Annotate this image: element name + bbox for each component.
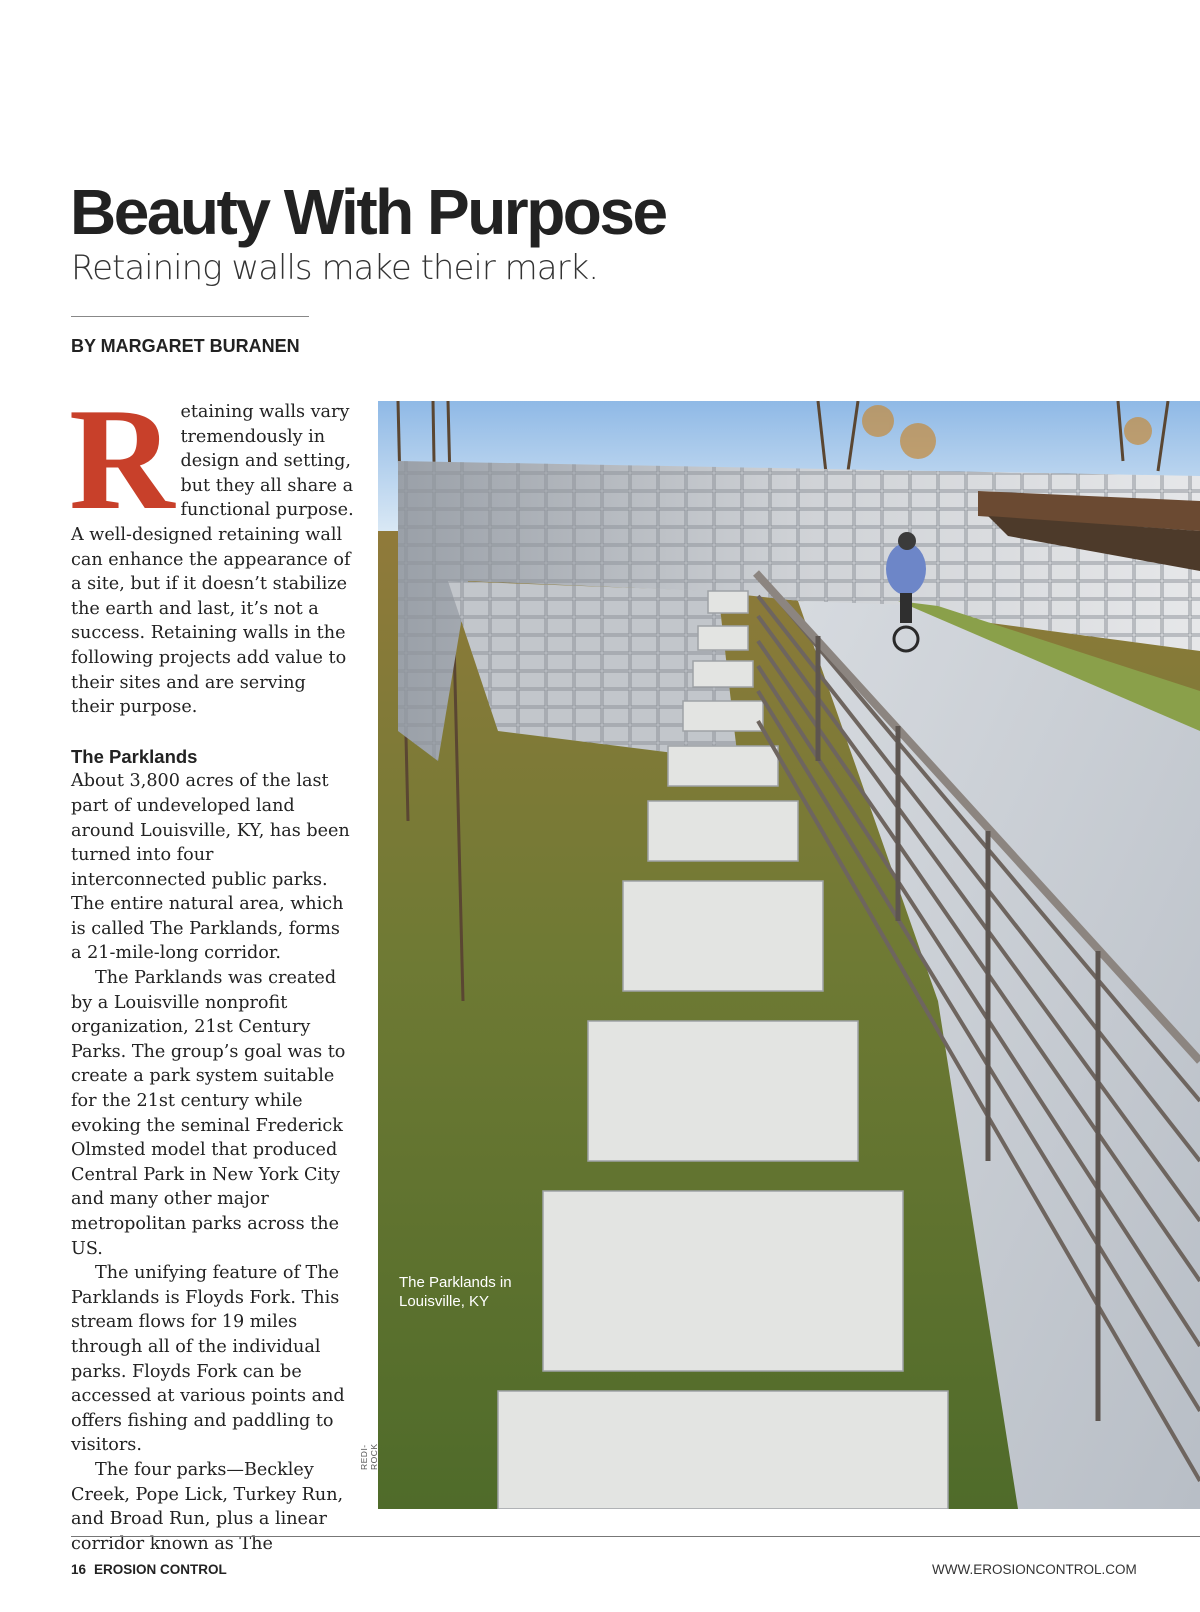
article-title: Beauty With Purpose [70, 176, 666, 248]
photo-illustration [378, 401, 1200, 1509]
intro-text: etaining walls vary tremendously in design and setting, but they all share a functional purpose. A well-designed retaining wall can enhance the appearance of a site, but if it doesn’t stabilize the earth and last, it’s not a success. Retaining walls in the following projects add value to their sites and are serving their purpose. [71, 402, 354, 718]
section-heading: The Parklands [71, 745, 198, 767]
photo-caption: The Parklands in Louisville, KY [399, 1274, 512, 1310]
publication-name: EROSION CONTROL [94, 1562, 227, 1577]
parklands-photo [378, 401, 1200, 1509]
body-paragraph: The unifying feature of The Parklands is Floyds Fork. This stream flows for 19 miles through all of the individual parks. Floyds Fork can be accessed at various points and offers fishing and paddling to visitors. [71, 1263, 345, 1456]
page-number: 16 [71, 1562, 87, 1577]
drop-cap: R [69, 378, 175, 540]
article-text-column [69, 378, 354, 1556]
article-subtitle: Retaining walls make their mark. [71, 248, 599, 288]
footer-folio [71, 1562, 227, 1577]
footer-divider [71, 1536, 1200, 1537]
photo-credit: REDI-ROCK [359, 1443, 379, 1470]
title-divider [71, 316, 309, 317]
website-url[interactable]: WWW.EROSIONCONTROL.COM [932, 1562, 1137, 1577]
intro-paragraph [69, 378, 354, 720]
body-paragraph: The four parks—Beckley Creek, Pope Lick, Turkey Run, and Broad Run, plus a linear corridor known as The [71, 1459, 344, 1554]
byline: BY MARGARET BURANEN [71, 336, 300, 356]
body-paragraph: About 3,800 acres of the last part of undeveloped land around Louisville, KY, has been turned into four interconnected public parks. The entire natural area, which is called The Parklands, forms a 21-mile-long corridor. [71, 771, 350, 964]
body-paragraph: The Parklands was created by a Louisville nonprofit organization, 21st Century Parks. The group’s goal was to create a park system suitable for the 21st century while evoking the seminal Frederick Olmsted model that produced Central Park in New York City and many other major metropolitan parks across the US. [71, 968, 346, 1259]
